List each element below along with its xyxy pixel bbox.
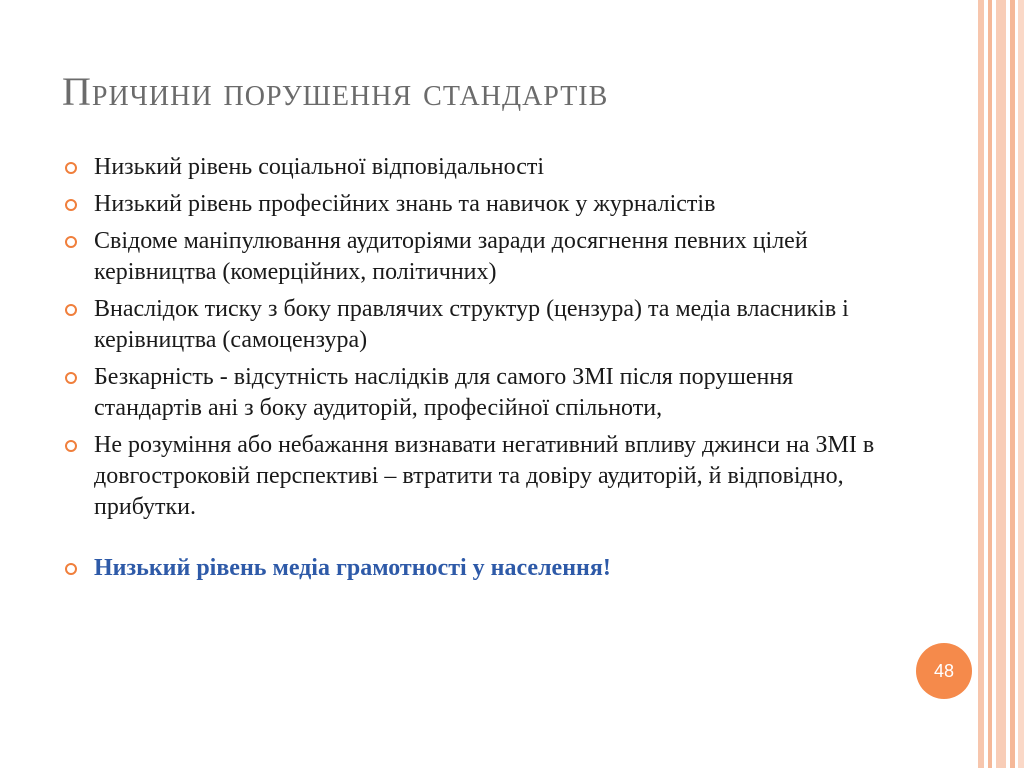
bullet-circle-icon (65, 199, 77, 211)
bullet-text: Безкарність - відсутність наслідків для самого ЗМІ після порушення стандартів ані з боку аудиторій, професійної спільноти, (94, 364, 794, 421)
border-stripe (1010, 0, 1015, 768)
bullet-item (62, 294, 882, 356)
bullet-circle-icon (65, 372, 77, 384)
bullet-circle-icon (65, 162, 77, 174)
bullet-text: Не розуміння або небажання визнавати негативний впливу джинси на ЗМІ в довгостроковій перспективі – втратити та довіру аудиторій, й відповідно, прибутки. (94, 432, 875, 520)
bullet-item (62, 430, 882, 523)
bullet-circle-icon (65, 563, 77, 575)
bullet-text: Свідоме маніпулювання аудиторіями заради досягнення певних цілей керівництва (комерційних, політичних) (94, 228, 808, 285)
bullet-text: Низький рівень професійних знань та навичок у журналістів (94, 191, 716, 217)
border-stripe (988, 0, 992, 768)
bullet-text: Внаслідок тиску з боку правлячих структур (цензура) та медіа власників і керівництва (самоцензура) (94, 296, 849, 353)
bullet-item (62, 189, 882, 220)
bullet-text: Низький рівень медіа грамотності у населення! (94, 555, 611, 581)
bullet-item (62, 152, 882, 183)
page-number-badge: 48 (916, 643, 972, 699)
bullet-circle-icon (65, 236, 77, 248)
bullet-item (62, 226, 882, 288)
bullet-item (62, 362, 882, 424)
border-stripe (1018, 0, 1024, 768)
bullet-text: Низький рівень соціальної відповідальності (94, 154, 545, 180)
bullet-list (62, 152, 882, 590)
bullet-circle-icon (65, 440, 77, 452)
bullet-circle-icon (65, 304, 77, 316)
bullet-item-highlight (62, 553, 882, 584)
border-stripe (978, 0, 984, 768)
slide-title: Причини порушення стандартів (62, 69, 609, 114)
border-stripe (996, 0, 1006, 768)
